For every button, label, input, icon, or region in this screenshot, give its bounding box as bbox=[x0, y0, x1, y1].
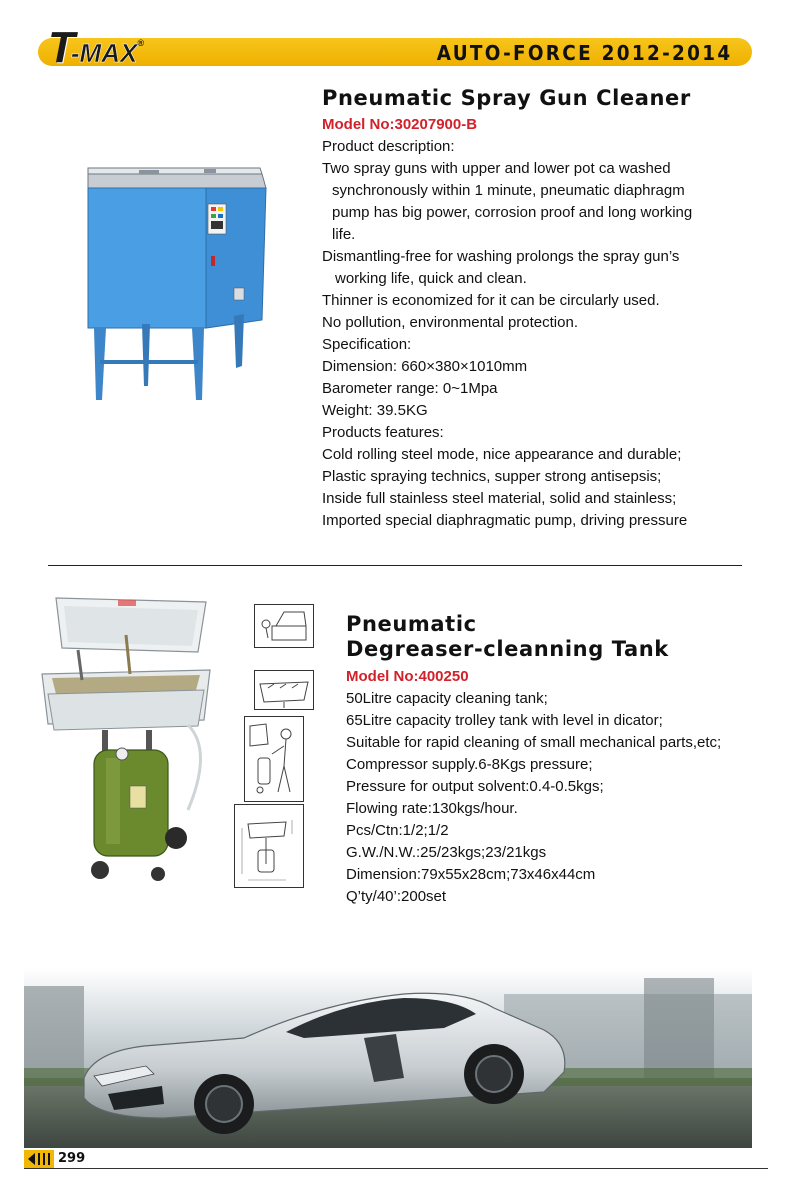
spec-line: Dimension:79x55x28cm;73x46x44cm bbox=[346, 866, 596, 883]
spec-line: Pressure for output solvent:0.4-0.5kgs; bbox=[346, 778, 604, 795]
catalog-title: AUTO-FORCE 2012-2014 bbox=[436, 41, 732, 65]
description-line: pump has big power, corrosion proof and long working bbox=[332, 204, 693, 221]
model-number: Model No:400250 bbox=[346, 668, 469, 685]
description-line: Thinner is economized for it can be circularly used. bbox=[322, 292, 660, 309]
section-divider bbox=[48, 565, 742, 566]
spec-line: Pcs/Ctn:1/2;1/2 bbox=[346, 822, 449, 839]
description-line: Dismantling-free for washing prolongs the spray gun’s bbox=[322, 248, 680, 265]
tmax-logo bbox=[48, 23, 144, 72]
spec-line: 65Litre capacity trolley tank with level in dicator; bbox=[346, 712, 663, 729]
product-title-line: Degreaser-cleanning Tank bbox=[346, 637, 669, 661]
description-line: life. bbox=[332, 226, 356, 243]
logo-text: -MAX bbox=[70, 38, 138, 68]
feature-line: Inside full stainless steel material, solid and stainless; bbox=[322, 490, 677, 507]
product-description bbox=[322, 136, 692, 532]
spec-heading: Specification: bbox=[322, 336, 412, 353]
parts-tray-diagram-image bbox=[254, 670, 314, 710]
spec-line: Suitable for rapid cleaning of small mechanical parts,etc; bbox=[346, 734, 722, 751]
product-specifications bbox=[346, 688, 721, 908]
feature-line: Cold rolling steel mode, nice appearance and durable; bbox=[322, 446, 682, 463]
product-title bbox=[346, 612, 669, 662]
page-number: 299 bbox=[58, 1151, 86, 1166]
description-line: Two spray guns with upper and lower pot ca washed bbox=[322, 160, 671, 177]
spec-line: Q’ty/40’:200set bbox=[346, 888, 447, 905]
spec-line: Dimension: 660×380×1010mm bbox=[322, 358, 528, 375]
logo-t: T bbox=[48, 23, 75, 72]
product-title-line: Pneumatic bbox=[346, 612, 477, 636]
logo-registered-mark: ® bbox=[137, 38, 144, 48]
description-line: Product description: bbox=[322, 138, 455, 155]
feature-line: Plastic spraying technics, supper strong antisepsis; bbox=[322, 468, 662, 485]
spec-line: 50Litre capacity cleaning tank; bbox=[346, 690, 548, 707]
spec-line: Compressor supply.6-8Kgs pressure; bbox=[346, 756, 593, 773]
description-line: working life, quick and clean. bbox=[335, 270, 527, 287]
spec-line: Flowing rate:130kgs/hour. bbox=[346, 800, 518, 817]
page-marker-icon bbox=[24, 1150, 54, 1168]
spec-line: G.W./N.W.:25/23kgs;23/21kgs bbox=[346, 844, 547, 861]
spec-line: Weight: 39.5KG bbox=[322, 402, 428, 419]
spec-line: Barometer range: 0~1Mpa bbox=[322, 380, 498, 397]
degreaser-tank-image bbox=[38, 590, 218, 890]
feature-line: Imported special diaphragmatic pump, driving pressure bbox=[322, 512, 688, 529]
features-heading: Products features: bbox=[322, 424, 444, 441]
dimension-diagram-image bbox=[234, 804, 304, 888]
description-line: synchronously within 1 minute, pneumatic diaphragm bbox=[332, 182, 685, 199]
usage-diagram-image bbox=[254, 604, 314, 648]
sports-car-photo bbox=[24, 968, 752, 1148]
worker-diagram-image bbox=[244, 716, 304, 802]
footer-rule bbox=[24, 1168, 768, 1169]
spray-gun-cleaner-image bbox=[84, 160, 274, 410]
model-number: Model No:30207900-B bbox=[322, 116, 478, 133]
product-title: Pneumatic Spray Gun Cleaner bbox=[322, 86, 691, 110]
description-line: No pollution, environmental protection. bbox=[322, 314, 578, 331]
